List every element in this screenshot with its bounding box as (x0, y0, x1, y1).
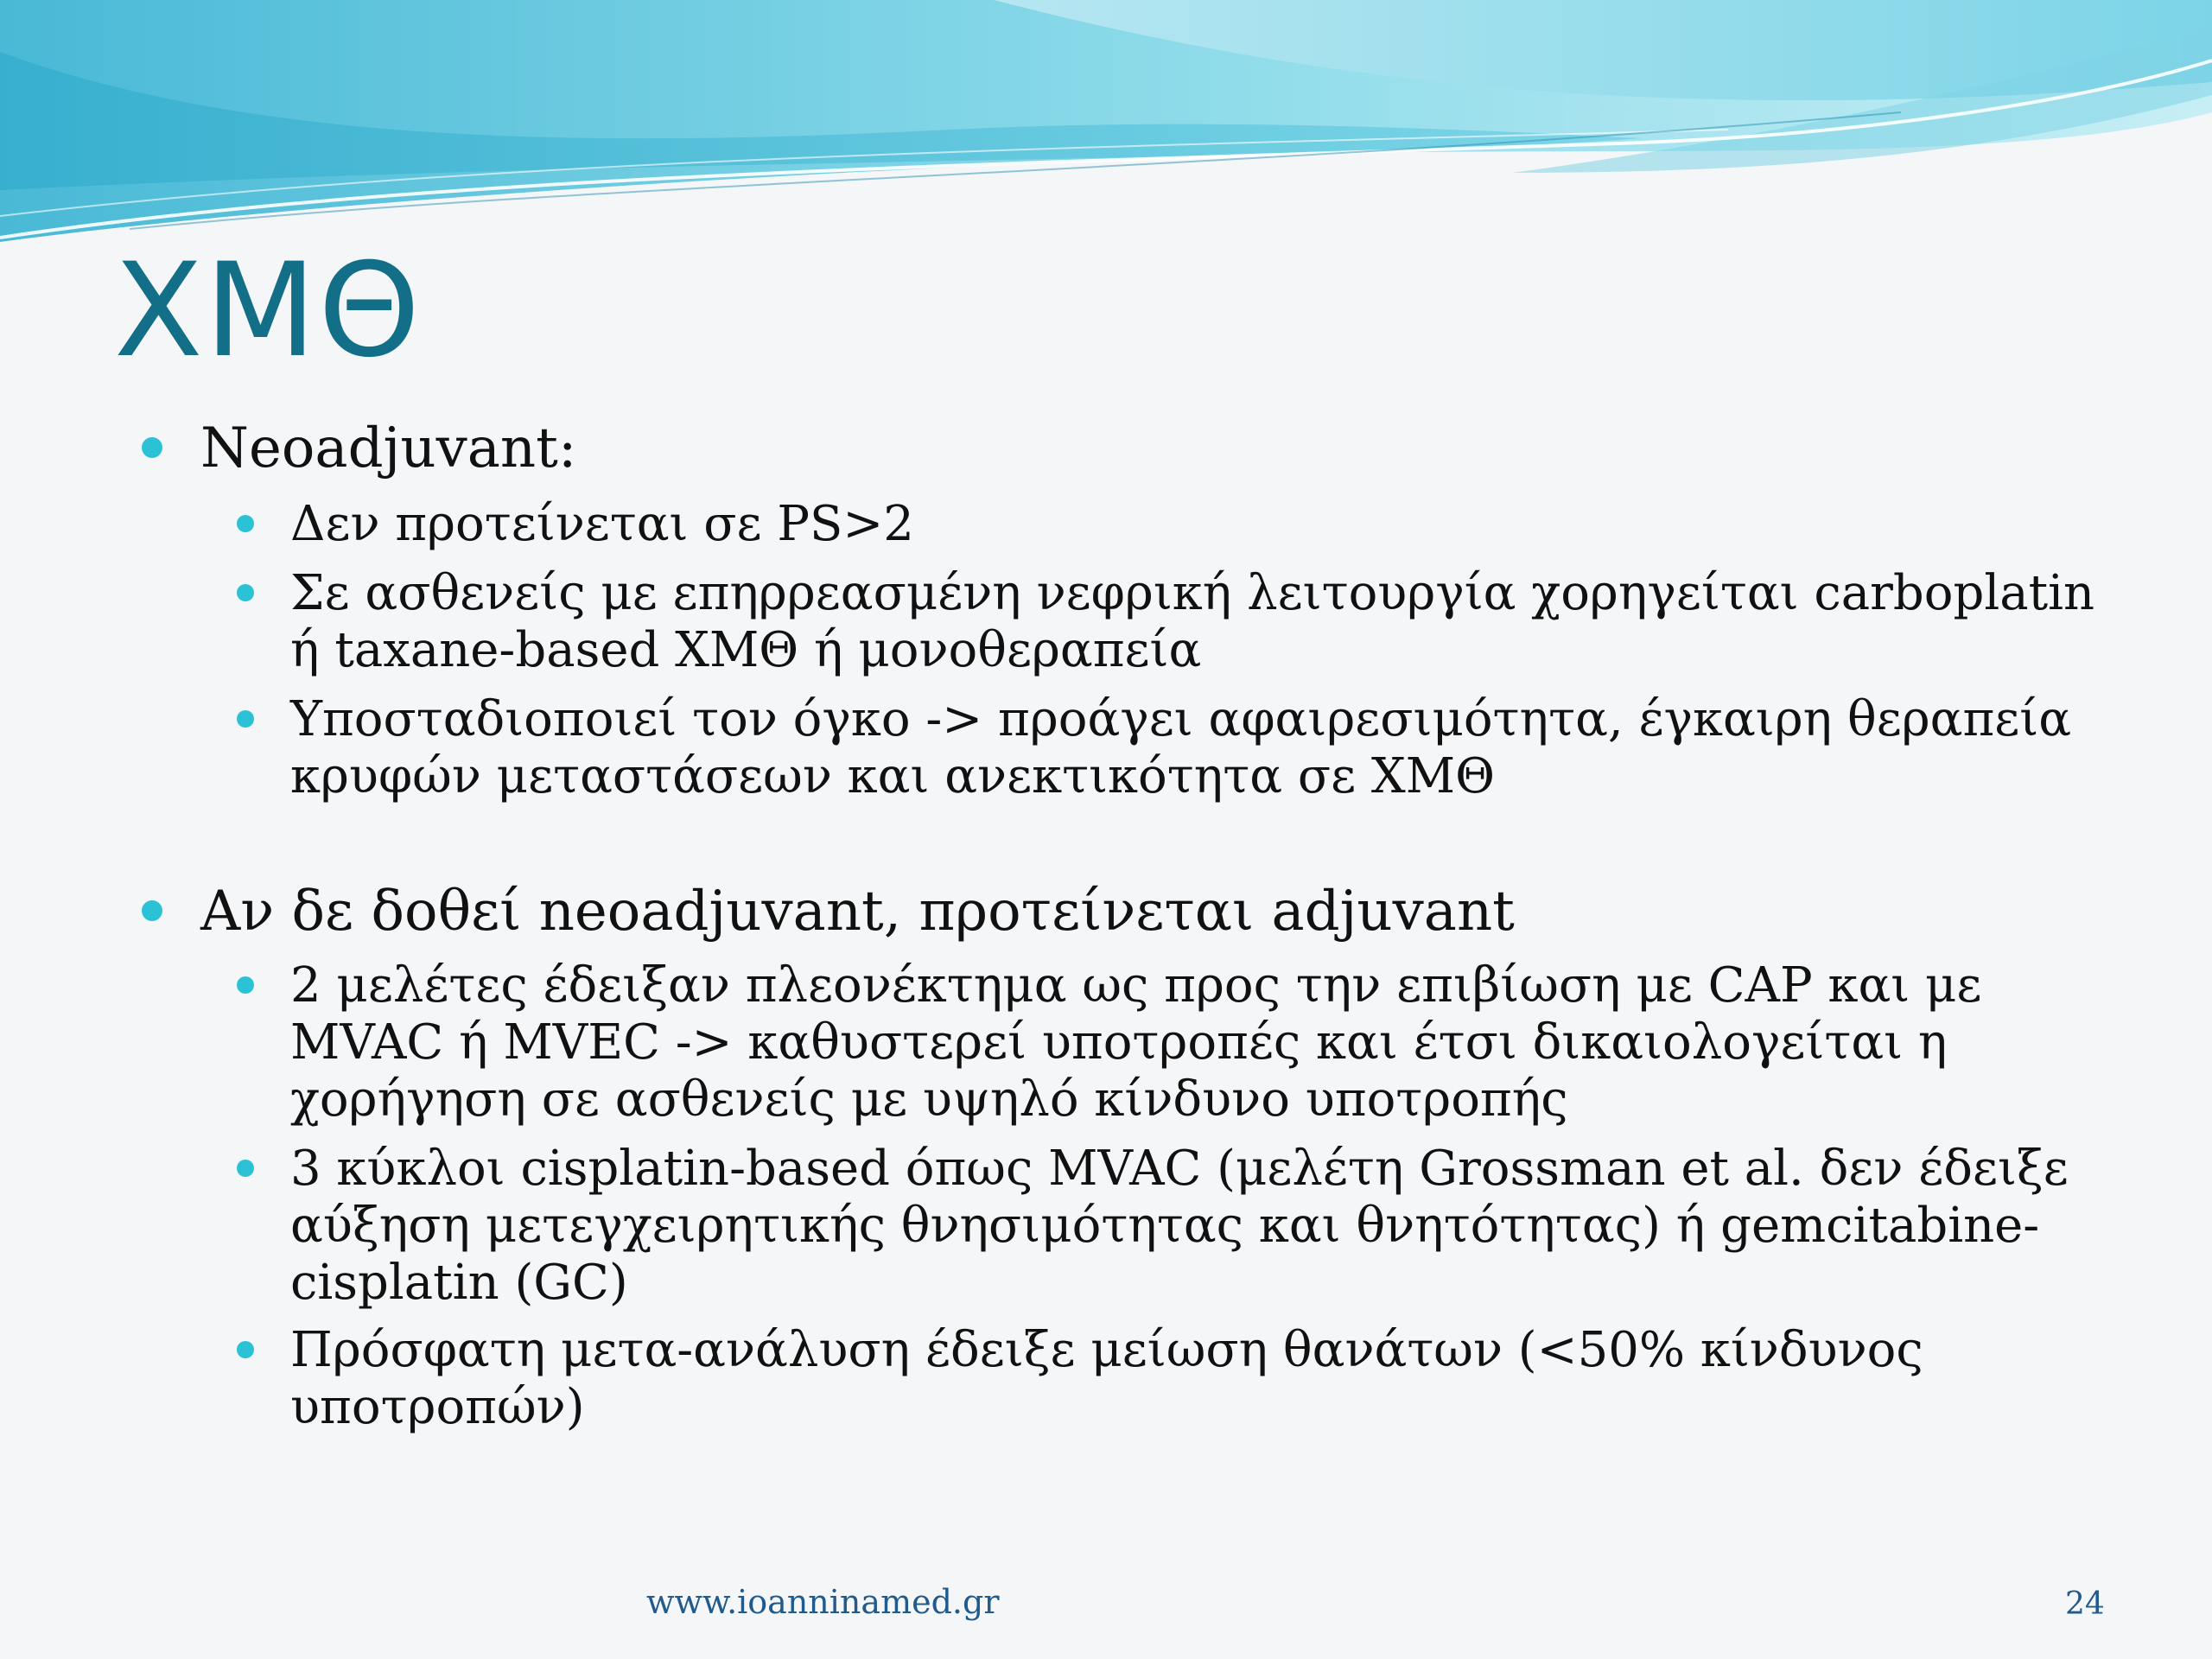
sub-bullet-dot-icon (237, 710, 254, 728)
sub-bullet (290, 496, 2105, 553)
bullet-neoadjuvant (200, 418, 2145, 479)
bullet-heading: Neoadjuvant: (200, 416, 577, 480)
sub-bullet-text: Σε ασθενείς με επηρρεασμένη νεφρική λειτουργία χορηγείται carboplatin ή taxane-based ΧΜΘ ή μονοθεραπεία (290, 565, 2095, 678)
sub-bullet (290, 1141, 2105, 1312)
sub-bullet (290, 691, 2105, 805)
bullet-dot-icon (142, 437, 162, 458)
sub-bullet-text: 2 μελέτες έδειξαν πλεονέκτημα ως προς την επιβίωση με CAP και με MVAC ή MVEC -> καθυστερεί υποτροπές και έτσι δικαιολογείται η χορήγηση σε ασθενείς με υψηλό κίνδυνο υποτροπής (290, 957, 1982, 1128)
sub-bullet-text: Δεν προτείνεται σε PS>2 (290, 496, 914, 552)
sub-bullet-dot-icon (237, 976, 254, 994)
sub-bullet-dot-icon (237, 584, 254, 601)
bullet-adjuvant (200, 881, 2145, 942)
sub-bullet-dot-icon (237, 1160, 254, 1177)
sub-bullet-text: Πρόσφατη μετα-ανάλυση έδειξε μείωση θανάτων (<50% κίνδυνος υποτροπών) (290, 1322, 1923, 1435)
footer-url: www.ioanninamed.gr (646, 1583, 1000, 1621)
sub-bullet (290, 1322, 2105, 1436)
sub-bullet (290, 957, 2105, 1128)
slide-title: ΧΜΘ (114, 236, 423, 386)
sub-bullet-text: Υποσταδιοποιεί τον όγκο -> προάγει αφαιρεσιμότητα, έγκαιρη θεραπεία κρυφών μεταστάσεων και ανεκτικότητα σε ΧΜΘ (290, 691, 2072, 804)
page-number: 24 (2065, 1586, 2105, 1622)
header-wave-decoration (0, 0, 2212, 259)
bullet-heading: Αν δε δοθεί neoadjuvant, προτείνεται adjuvant (200, 880, 1515, 944)
sub-bullet (290, 565, 2105, 679)
sub-bullet-dot-icon (237, 1341, 254, 1358)
sub-bullet-dot-icon (237, 515, 254, 532)
sub-bullet-text: 3 κύκλοι cisplatin-based όπως MVAC (μελέτη Grossman et al. δεν έδειξε αύξηση μετεγχειρητικής θνησιμότητας και θνητότητας) ή gemcitabine-cisplatin (GC) (290, 1141, 2069, 1311)
bullet-dot-icon (142, 900, 162, 921)
